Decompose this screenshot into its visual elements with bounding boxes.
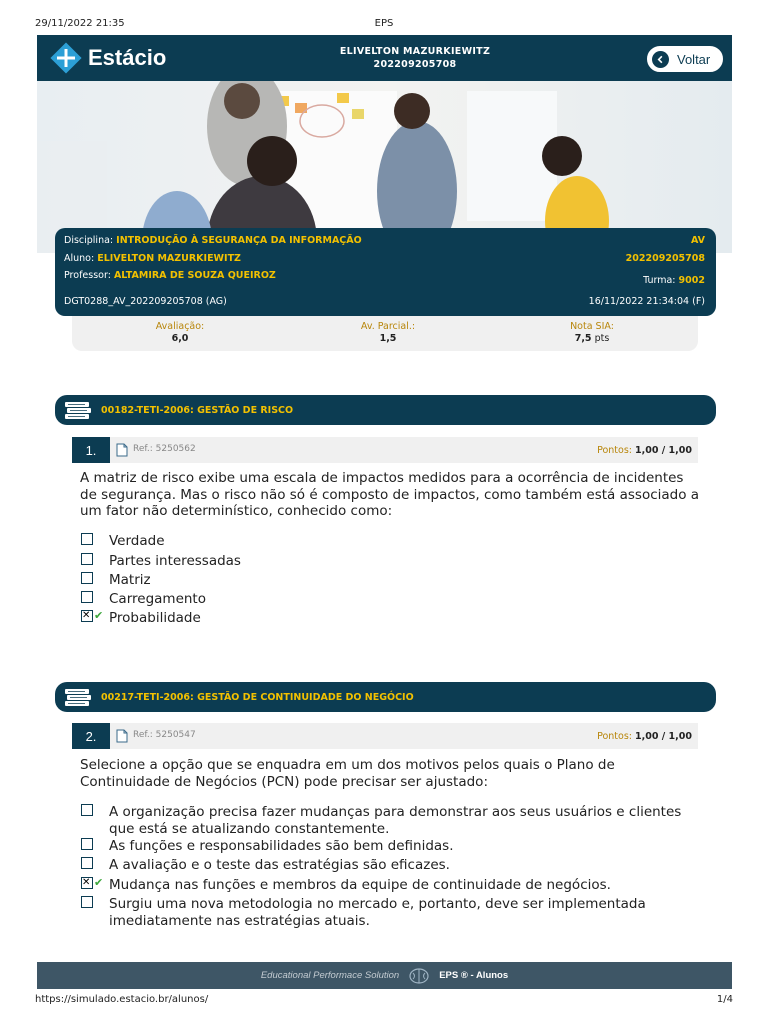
answer-option-selected[interactable] xyxy=(80,877,700,894)
back-button-label: Voltar xyxy=(677,51,711,67)
document-icon xyxy=(116,729,128,743)
turma-label: Turma: xyxy=(643,275,676,286)
student-name: ELIVELTON MAZURKIEWITZ xyxy=(339,46,491,57)
question-bar xyxy=(72,437,698,463)
turma-value: 9002 xyxy=(678,275,705,286)
grade-value: 6,0 xyxy=(171,333,189,344)
books-icon xyxy=(63,399,93,421)
grade-value: 1,5 xyxy=(379,333,397,344)
answer-option[interactable] xyxy=(80,553,700,570)
checkbox[interactable] xyxy=(81,533,93,545)
answer-option[interactable] xyxy=(80,533,700,550)
professor-label: Professor: xyxy=(64,270,111,281)
grade-label: Av. Parcial.: xyxy=(360,321,416,332)
checkbox-checked[interactable] xyxy=(81,877,93,889)
question-number: 1. xyxy=(72,437,110,463)
question-ref: Ref.: 5250562 xyxy=(133,444,196,454)
option-label: Surgiu uma nova metodologia no mercado e, portanto, deve ser implementada imediatamente nas estratégias atuais. xyxy=(109,896,646,929)
correct-check-icon: ✔ xyxy=(94,876,104,889)
grade-avaliacao xyxy=(80,321,280,345)
turma-row xyxy=(643,275,705,286)
option-label: As funções e responsabilidades são bem definidas. xyxy=(109,838,454,854)
grade-label: Avaliação: xyxy=(155,321,205,332)
grade-nota-sia xyxy=(492,321,692,345)
option-label: A organização precisa fazer mudanças para demonstrar aos seus usuários e clientes que está se atualizando constantemente. xyxy=(109,804,682,837)
student-id: 202209205708 xyxy=(373,59,457,70)
footer-brand: EPS ® - Alunos xyxy=(439,970,509,981)
answer-option[interactable] xyxy=(80,804,700,837)
checkbox[interactable] xyxy=(81,553,93,565)
option-label: A avaliação e o teste das estratégias são eficazes. xyxy=(109,857,450,873)
checkbox[interactable] xyxy=(81,896,93,908)
back-button[interactable] xyxy=(646,45,724,73)
correct-check-icon: ✔ xyxy=(94,609,104,622)
grade-unit: pts xyxy=(594,333,610,344)
question-bar xyxy=(72,723,698,749)
answer-option[interactable] xyxy=(80,572,700,589)
checkbox[interactable] xyxy=(81,591,93,603)
checkbox[interactable] xyxy=(81,838,93,850)
student-header xyxy=(230,45,600,71)
checkbox[interactable] xyxy=(81,572,93,584)
question-points: Pontos: 1,00 / 1,00 xyxy=(597,731,692,742)
exam-type: AV xyxy=(690,235,705,246)
checkbox[interactable] xyxy=(81,804,93,816)
print-url: https://simulado.estacio.br/alunos/ xyxy=(35,994,209,1005)
logo xyxy=(50,42,166,74)
aluno-value: ELIVELTON MAZURKIEWITZ xyxy=(97,253,241,264)
disciplina-value: INTRODUÇÃO À SEGURANÇA DA INFORMAÇÃO xyxy=(116,235,362,246)
professor-value: ALTAMIRA DE SOUZA QUEIROZ xyxy=(113,270,276,281)
aluno-id: 202209205708 xyxy=(625,253,705,264)
disciplina-label: Disciplina: xyxy=(64,235,114,246)
option-label: Carregamento xyxy=(109,591,206,607)
grade-av-parcial xyxy=(288,321,488,345)
footer-bar xyxy=(37,962,732,989)
question-points: Pontos: 1,00 / 1,00 xyxy=(597,445,692,456)
option-label: Probabilidade xyxy=(109,610,201,626)
grade-value: 7,5 xyxy=(574,333,592,344)
option-label: Mudança nas funções e membros da equipe de continuidade de negócios. xyxy=(109,877,611,893)
section-title: 00217-TETI-2006: GESTÃO DE CONTINUIDADE DO NEGÓCIO xyxy=(101,691,414,703)
print-title: EPS xyxy=(374,18,394,29)
section-title: 00182-TETI-2006: GESTÃO DE RISCO xyxy=(101,404,294,416)
option-label: Matriz xyxy=(109,572,151,588)
aluno-label: Aluno: xyxy=(64,253,95,264)
checkbox[interactable] xyxy=(81,857,93,869)
disciplina-row xyxy=(64,235,362,246)
question-stem: A matriz de risco exibe uma escala de impactos medidos para a ocorrência de incidentes de segurança. Mas o risco não só é composto de impactos, como também está associado a um fator não determinístico, conhecido como: xyxy=(80,470,700,519)
footer-tagline: Educational Performace Solution xyxy=(260,970,400,981)
question-ref: Ref.: 5250547 xyxy=(133,730,196,740)
aluno-row xyxy=(64,253,241,264)
books-icon xyxy=(63,686,93,708)
answer-option[interactable] xyxy=(80,838,700,855)
question-stem: Selecione a opção que se enquadra em um dos motivos pelos quais o Plano de Continuidade de Negócios (PCN) pode precisar ser ajustado: xyxy=(80,757,615,790)
question-number: 2. xyxy=(72,723,110,749)
section-header-continuidade xyxy=(55,682,716,712)
exam-datetime: 16/11/2022 21:34:04 (F) xyxy=(588,296,705,307)
option-label: Partes interessadas xyxy=(109,553,241,569)
estacio-logo-icon xyxy=(50,42,82,74)
option-label: Verdade xyxy=(109,533,165,549)
exam-code: DGT0288_AV_202209205708 (AG) xyxy=(64,296,227,307)
print-date: 29/11/2022 21:35 xyxy=(35,18,125,29)
checkbox-checked[interactable] xyxy=(81,610,93,622)
answer-option[interactable] xyxy=(80,857,700,874)
section-header-risco xyxy=(55,395,716,425)
document-icon xyxy=(116,443,128,457)
answer-option-selected[interactable] xyxy=(80,610,700,627)
print-page-number: 1/4 xyxy=(716,994,733,1005)
grade-label: Nota SIA: xyxy=(570,321,614,332)
answer-option[interactable] xyxy=(80,896,700,929)
chevron-left-icon xyxy=(652,51,669,68)
answer-option[interactable] xyxy=(80,591,700,608)
brain-icon xyxy=(409,968,429,984)
logo-text: Estácio xyxy=(88,45,167,70)
professor-row xyxy=(64,270,276,281)
